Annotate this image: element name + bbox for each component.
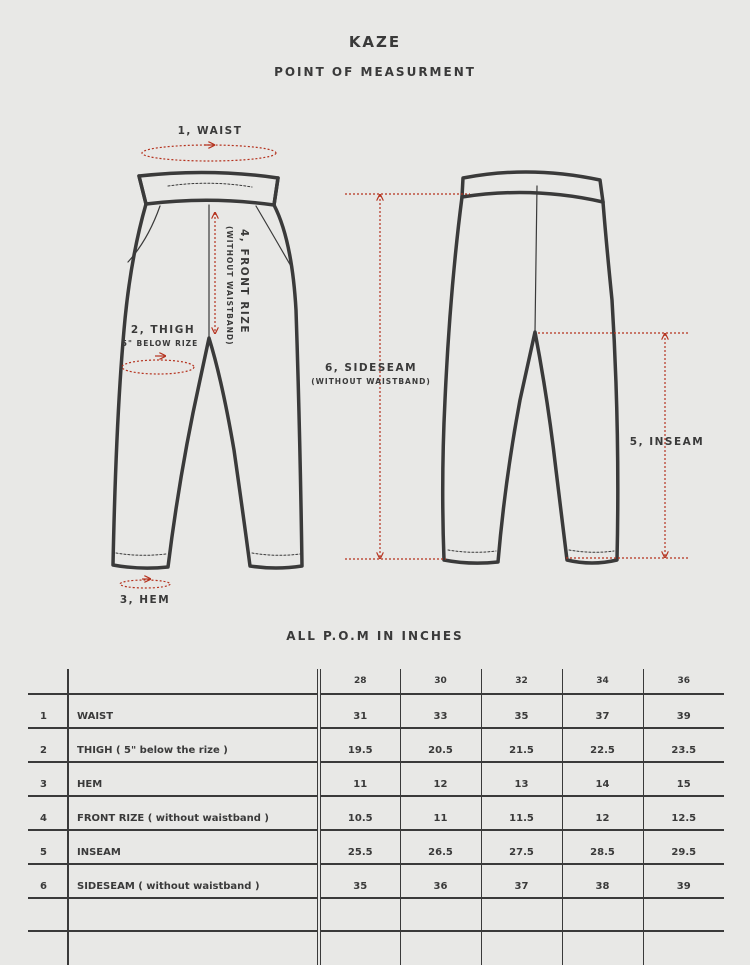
row-number: 3	[28, 762, 68, 796]
back-pants-icon	[443, 172, 618, 563]
row-value: 14	[562, 762, 643, 796]
row-value: 12.5	[643, 796, 724, 830]
row-value: 33	[400, 694, 481, 728]
row-value: 12	[562, 796, 643, 830]
row-value: 21.5	[481, 728, 562, 762]
table-header-row	[28, 669, 724, 694]
row-number: 1	[28, 694, 68, 728]
row-value: 11	[400, 796, 481, 830]
row-value: 10.5	[319, 796, 400, 830]
waist-measure-ellipse	[142, 145, 276, 161]
inseam-label: 5, INSEAM	[629, 436, 705, 448]
size-header: 32	[481, 669, 562, 694]
row-number: 2	[28, 728, 68, 762]
hem-measure-ellipse	[120, 580, 170, 588]
row-measurement-name: SIDESEAM ( without waistband )	[68, 864, 319, 898]
row-value: 22.5	[562, 728, 643, 762]
row-measurement-name: HEM	[68, 762, 319, 796]
row-value: 19.5	[319, 728, 400, 762]
sideseam-label: 6, SIDESEAM	[324, 362, 418, 374]
row-value: 37	[562, 694, 643, 728]
hem-label: 3, HEM	[119, 594, 171, 606]
table-row	[28, 762, 724, 796]
table-row	[28, 728, 724, 762]
waist-label: 1, WAIST	[177, 125, 243, 137]
row-value: 26.5	[400, 830, 481, 864]
thigh-note: 5" BELOW RIZE	[121, 339, 199, 348]
size-chart-table	[28, 669, 724, 965]
row-value: 39	[643, 694, 724, 728]
row-value: 13	[481, 762, 562, 796]
table-row-empty	[28, 931, 724, 965]
table-row-empty	[28, 898, 724, 931]
row-value: 37	[481, 864, 562, 898]
row-value: 23.5	[643, 728, 724, 762]
row-measurement-name: INSEAM	[68, 830, 319, 864]
table-row	[28, 694, 724, 728]
page-subtitle: POINT OF MEASURMENT	[274, 65, 476, 79]
row-value: 36	[400, 864, 481, 898]
sideseam-note: (WITHOUT WAISTBAND)	[311, 377, 431, 386]
front-rize-label: 4, FRONT RIZE	[238, 229, 250, 335]
size-header: 28	[319, 669, 400, 694]
size-header: 34	[562, 669, 643, 694]
row-value: 12	[400, 762, 481, 796]
row-value: 11	[319, 762, 400, 796]
thigh-label: 2, THIGH	[130, 324, 196, 336]
size-header: 36	[643, 669, 724, 694]
row-value: 28.5	[562, 830, 643, 864]
row-value: 29.5	[643, 830, 724, 864]
row-measurement-name: FRONT RIZE ( without waistband )	[68, 796, 319, 830]
row-value: 35	[319, 864, 400, 898]
front-pants-icon	[113, 172, 302, 568]
row-value: 20.5	[400, 728, 481, 762]
row-number: 6	[28, 864, 68, 898]
row-value: 15	[643, 762, 724, 796]
row-value: 11.5	[481, 796, 562, 830]
brand-title: KAZE	[348, 33, 402, 51]
row-measurement-name: THIGH ( 5" below the rize )	[68, 728, 319, 762]
table-row	[28, 796, 724, 830]
row-number: 5	[28, 830, 68, 864]
row-value: 31	[319, 694, 400, 728]
row-value: 35	[481, 694, 562, 728]
row-value: 27.5	[481, 830, 562, 864]
row-number: 4	[28, 796, 68, 830]
thigh-measure-ellipse	[122, 360, 194, 374]
size-header: 30	[400, 669, 481, 694]
table-row	[28, 830, 724, 864]
table-title: ALL P.O.M IN INCHES	[286, 629, 464, 643]
table-row	[28, 864, 724, 898]
row-value: 38	[562, 864, 643, 898]
row-measurement-name: WAIST	[68, 694, 319, 728]
front-rize-note: (WITHOUT WAISTBAND)	[225, 226, 234, 346]
row-value: 39	[643, 864, 724, 898]
row-value: 25.5	[319, 830, 400, 864]
